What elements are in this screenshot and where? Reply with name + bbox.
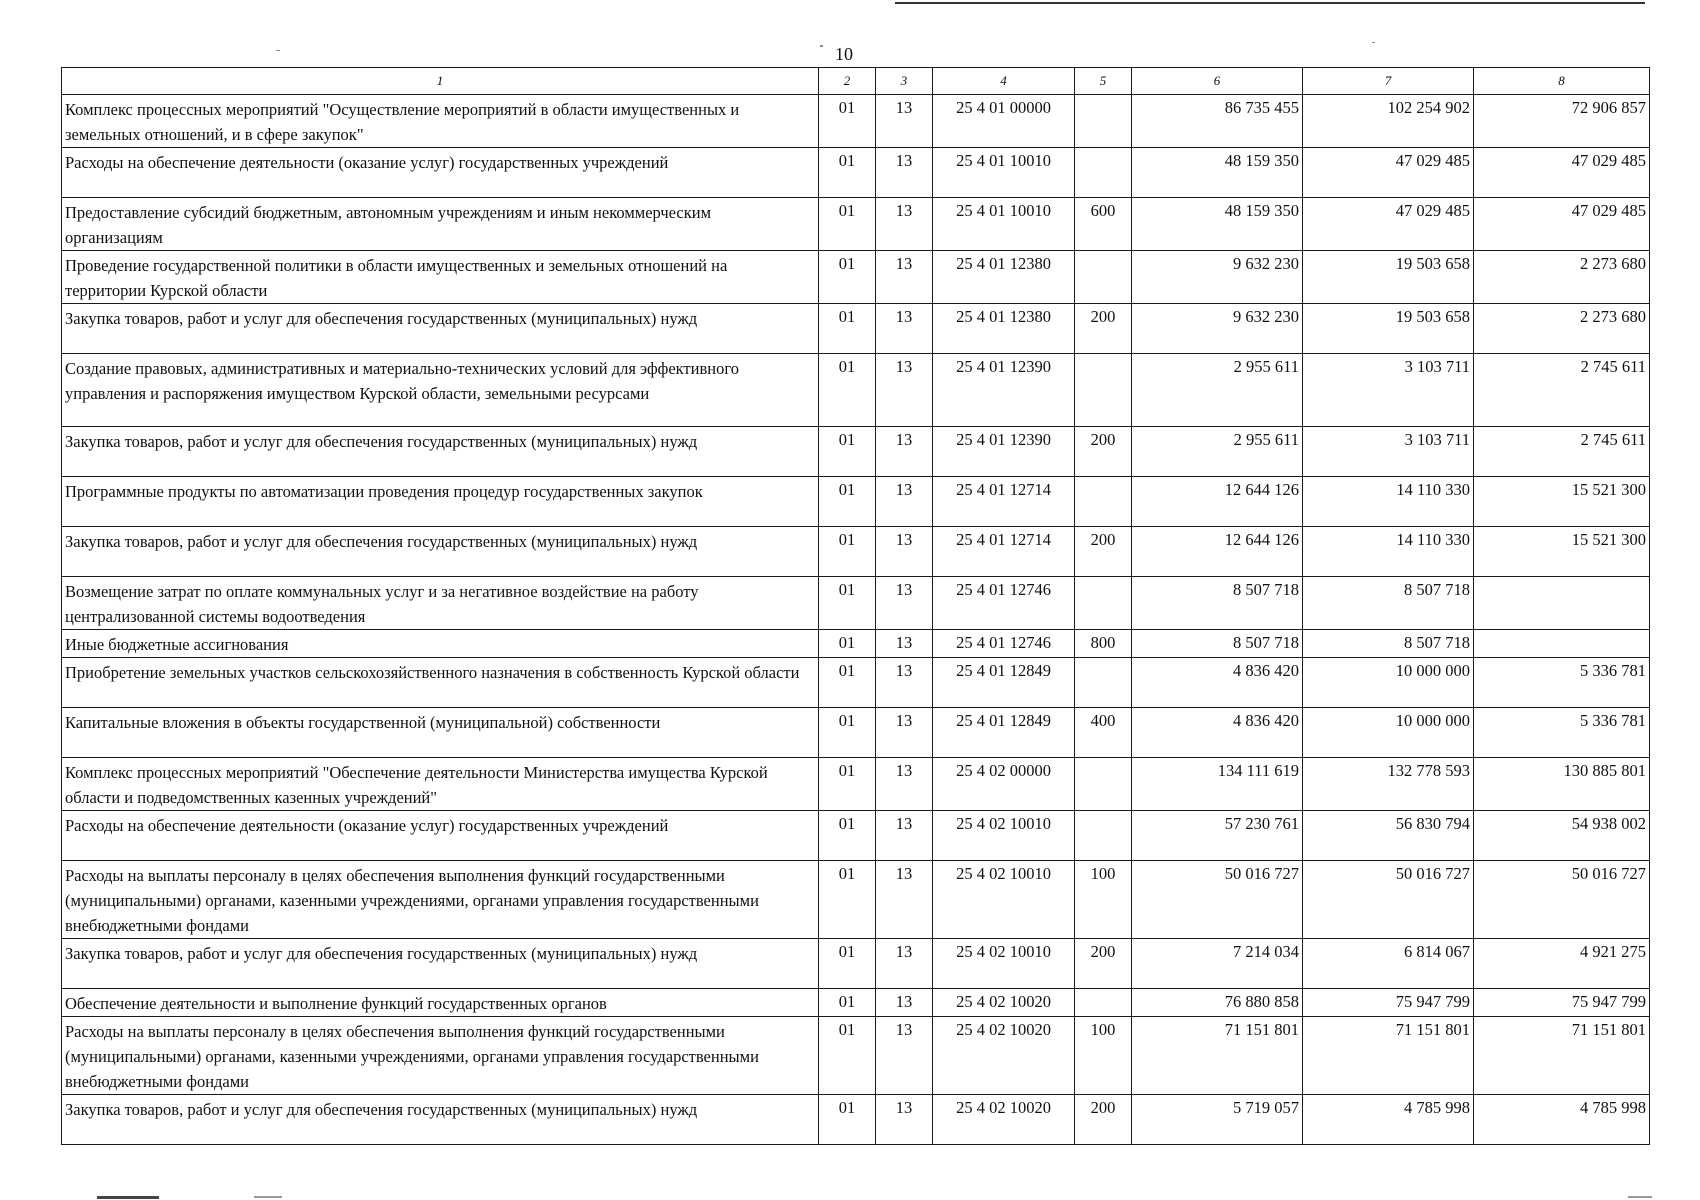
row-name: Комплекс процессных мероприятий "Обеспечение деятельности Министерства имущества Курской области и подведомственных казенных учреждений" [62, 758, 819, 811]
scan-bottom-mark [97, 1196, 159, 1199]
header-row [62, 68, 1650, 95]
section-code: 01 [819, 427, 876, 477]
expense-type-code: 200 [1075, 527, 1132, 577]
amount-col-6: 48 159 350 [1132, 198, 1303, 251]
expense-type-code: 200 [1075, 1095, 1132, 1145]
row-name: Закупка товаров, работ и услуг для обеспечения государственных (муниципальных) нужд [62, 527, 819, 577]
amount-col-6: 7 214 034 [1132, 939, 1303, 989]
target-article-code: 25 4 01 10010 [933, 148, 1075, 198]
table-row [62, 811, 1650, 861]
table-row [62, 427, 1650, 477]
amount-col-8: 2 273 680 [1474, 251, 1650, 304]
expense-type-code [1075, 95, 1132, 148]
amount-col-6: 12 644 126 [1132, 527, 1303, 577]
target-article-code: 25 4 02 10020 [933, 989, 1075, 1017]
subsection-code: 13 [876, 939, 933, 989]
subsection-code: 13 [876, 198, 933, 251]
expense-type-code [1075, 354, 1132, 427]
table-row [62, 527, 1650, 577]
column-header: 6 [1132, 68, 1303, 95]
expense-type-code: 100 [1075, 1017, 1132, 1095]
row-name: Предоставление субсидий бюджетным, автономным учреждениям и иным некоммерческим организациям [62, 198, 819, 251]
amount-col-8: 15 521 300 [1474, 477, 1650, 527]
target-article-code: 25 4 02 10010 [933, 861, 1075, 939]
table-row [62, 939, 1650, 989]
amount-col-8 [1474, 630, 1650, 658]
row-name: Расходы на выплаты персоналу в целях обеспечения выполнения функций государственными (муниципальными) органами, казенными учреждениями, органами управления государственными внебюджетными фондами [62, 1017, 819, 1095]
subsection-code: 13 [876, 251, 933, 304]
amount-col-7: 75 947 799 [1303, 989, 1474, 1017]
section-code: 01 [819, 989, 876, 1017]
subsection-code: 13 [876, 1017, 933, 1095]
table-body [62, 95, 1650, 1145]
subsection-code: 13 [876, 304, 933, 354]
amount-col-7: 102 254 902 [1303, 95, 1474, 148]
subsection-code: 13 [876, 708, 933, 758]
amount-col-7: 3 103 711 [1303, 427, 1474, 477]
table-row [62, 1095, 1650, 1145]
section-code: 01 [819, 577, 876, 630]
amount-col-6: 4 836 420 [1132, 708, 1303, 758]
section-code: 01 [819, 1095, 876, 1145]
table-row [62, 577, 1650, 630]
table-row [62, 758, 1650, 811]
expense-type-code [1075, 811, 1132, 861]
section-code: 01 [819, 354, 876, 427]
amount-col-6: 2 955 611 [1132, 427, 1303, 477]
section-code: 01 [819, 1017, 876, 1095]
amount-col-7: 19 503 658 [1303, 304, 1474, 354]
table-row [62, 708, 1650, 758]
column-header: 1 [62, 68, 819, 95]
target-article-code: 25 4 01 12849 [933, 708, 1075, 758]
amount-col-6: 8 507 718 [1132, 577, 1303, 630]
amount-col-6: 134 111 619 [1132, 758, 1303, 811]
section-code: 01 [819, 811, 876, 861]
amount-col-6: 2 955 611 [1132, 354, 1303, 427]
target-article-code: 25 4 01 12390 [933, 354, 1075, 427]
amount-col-8: 50 016 727 [1474, 861, 1650, 939]
row-name: Расходы на обеспечение деятельности (оказание услуг) государственных учреждений [62, 811, 819, 861]
table-row [62, 354, 1650, 427]
column-header: 8 [1474, 68, 1650, 95]
expense-type-code: 600 [1075, 198, 1132, 251]
scan-bottom-mark [254, 1196, 282, 1198]
row-name: Комплекс процессных мероприятий "Осуществление мероприятий в области имущественных и земельных отношений, и в сфере закупок" [62, 95, 819, 148]
scan-speck [1372, 42, 1375, 43]
amount-col-8: 2 745 611 [1474, 354, 1650, 427]
amount-col-6: 9 632 230 [1132, 251, 1303, 304]
amount-col-7: 3 103 711 [1303, 354, 1474, 427]
expense-type-code [1075, 251, 1132, 304]
subsection-code: 13 [876, 658, 933, 708]
amount-col-7: 8 507 718 [1303, 577, 1474, 630]
amount-col-7: 10 000 000 [1303, 658, 1474, 708]
section-code: 01 [819, 708, 876, 758]
subsection-code: 13 [876, 354, 933, 427]
column-header: 5 [1075, 68, 1132, 95]
amount-col-8: 47 029 485 [1474, 148, 1650, 198]
page-number: 10 [835, 44, 853, 64]
subsection-code: 13 [876, 989, 933, 1017]
row-name: Проведение государственной политики в области имущественных и земельных отношений на территории Курской области [62, 251, 819, 304]
subsection-code: 13 [876, 861, 933, 939]
column-header: 3 [876, 68, 933, 95]
amount-col-6: 5 719 057 [1132, 1095, 1303, 1145]
amount-col-7: 56 830 794 [1303, 811, 1474, 861]
section-code: 01 [819, 251, 876, 304]
row-name: Закупка товаров, работ и услуг для обеспечения государственных (муниципальных) нужд [62, 939, 819, 989]
row-name: Возмещение затрат по оплате коммунальных услуг и за негативное воздействие на работу централизованной системы водоотведения [62, 577, 819, 630]
amount-col-6: 71 151 801 [1132, 1017, 1303, 1095]
section-code: 01 [819, 527, 876, 577]
table-row [62, 304, 1650, 354]
budget-table [61, 67, 1650, 1145]
target-article-code: 25 4 01 12714 [933, 477, 1075, 527]
amount-col-8: 130 885 801 [1474, 758, 1650, 811]
amount-col-7: 10 000 000 [1303, 708, 1474, 758]
amount-col-6: 9 632 230 [1132, 304, 1303, 354]
amount-col-6: 86 735 455 [1132, 95, 1303, 148]
amount-col-7: 8 507 718 [1303, 630, 1474, 658]
subsection-code: 13 [876, 95, 933, 148]
table-row [62, 861, 1650, 939]
target-article-code: 25 4 01 12380 [933, 304, 1075, 354]
amount-col-8: 5 336 781 [1474, 708, 1650, 758]
subsection-code: 13 [876, 148, 933, 198]
subsection-code: 13 [876, 630, 933, 658]
target-article-code: 25 4 01 12714 [933, 527, 1075, 577]
section-code: 01 [819, 148, 876, 198]
scan-bottom-mark [1628, 1196, 1652, 1198]
target-article-code: 25 4 02 10010 [933, 811, 1075, 861]
target-article-code: 25 4 02 10020 [933, 1017, 1075, 1095]
target-article-code: 25 4 01 12746 [933, 577, 1075, 630]
target-article-code: 25 4 01 10010 [933, 198, 1075, 251]
row-name: Обеспечение деятельности и выполнение функций государственных органов [62, 989, 819, 1017]
amount-col-7: 47 029 485 [1303, 198, 1474, 251]
amount-col-8: 4 921 275 [1474, 939, 1650, 989]
target-article-code: 25 4 01 12380 [933, 251, 1075, 304]
expense-type-code: 800 [1075, 630, 1132, 658]
subsection-code: 13 [876, 811, 933, 861]
amount-col-7: 4 785 998 [1303, 1095, 1474, 1145]
expense-type-code: 100 [1075, 861, 1132, 939]
section-code: 01 [819, 658, 876, 708]
scan-top-edge-line [895, 2, 1645, 4]
row-name: Расходы на выплаты персоналу в целях обеспечения выполнения функций государственными (муниципальными) органами, казенными учреждениями, органами управления государственными внебюджетными фондами [62, 861, 819, 939]
amount-col-7: 50 016 727 [1303, 861, 1474, 939]
table-row [62, 95, 1650, 148]
expense-type-code: 200 [1075, 939, 1132, 989]
amount-col-6: 8 507 718 [1132, 630, 1303, 658]
expense-type-code [1075, 758, 1132, 811]
expense-type-code [1075, 658, 1132, 708]
scan-speck [276, 50, 280, 51]
row-name: Закупка товаров, работ и услуг для обеспечения государственных (муниципальных) нужд [62, 1095, 819, 1145]
subsection-code: 13 [876, 577, 933, 630]
amount-col-7: 47 029 485 [1303, 148, 1474, 198]
table-row [62, 658, 1650, 708]
row-name: Приобретение земельных участков сельскохозяйственного назначения в собственность Курской области [62, 658, 819, 708]
amount-col-8: 75 947 799 [1474, 989, 1650, 1017]
amount-col-8: 2 745 611 [1474, 427, 1650, 477]
table-row [62, 198, 1650, 251]
amount-col-8: 5 336 781 [1474, 658, 1650, 708]
amount-col-8: 54 938 002 [1474, 811, 1650, 861]
amount-col-6: 12 644 126 [1132, 477, 1303, 527]
row-name: Создание правовых, административных и материально-технических условий для эффективного управления и распоряжения имуществом Курской области, земельными ресурсами [62, 354, 819, 427]
amount-col-8: 15 521 300 [1474, 527, 1650, 577]
amount-col-6: 50 016 727 [1132, 861, 1303, 939]
table-row [62, 989, 1650, 1017]
subsection-code: 13 [876, 758, 933, 811]
section-code: 01 [819, 630, 876, 658]
row-name: Иные бюджетные ассигнования [62, 630, 819, 658]
column-header: 4 [933, 68, 1075, 95]
subsection-code: 13 [876, 477, 933, 527]
section-code: 01 [819, 95, 876, 148]
amount-col-8: 72 906 857 [1474, 95, 1650, 148]
section-code: 01 [819, 758, 876, 811]
subsection-code: 13 [876, 427, 933, 477]
row-name: Расходы на обеспечение деятельности (оказание услуг) государственных учреждений [62, 148, 819, 198]
target-article-code: 25 4 02 00000 [933, 758, 1075, 811]
expense-type-code [1075, 577, 1132, 630]
amount-col-8: 71 151 801 [1474, 1017, 1650, 1095]
subsection-code: 13 [876, 1095, 933, 1145]
expense-type-code: 200 [1075, 427, 1132, 477]
subsection-code: 13 [876, 527, 933, 577]
amount-col-7: 14 110 330 [1303, 527, 1474, 577]
table-row [62, 630, 1650, 658]
row-name: Капитальные вложения в объекты государственной (муниципальной) собственности [62, 708, 819, 758]
expense-type-code [1075, 989, 1132, 1017]
section-code: 01 [819, 198, 876, 251]
amount-col-7: 132 778 593 [1303, 758, 1474, 811]
row-name: Программные продукты по автоматизации проведения процедур государственных закупок [62, 477, 819, 527]
target-article-code: 25 4 01 00000 [933, 95, 1075, 148]
amount-col-8: 4 785 998 [1474, 1095, 1650, 1145]
table-row [62, 477, 1650, 527]
section-code: 01 [819, 304, 876, 354]
expense-type-code: 200 [1075, 304, 1132, 354]
table-row [62, 251, 1650, 304]
amount-col-7: 14 110 330 [1303, 477, 1474, 527]
amount-col-6: 76 880 858 [1132, 989, 1303, 1017]
amount-col-8 [1474, 577, 1650, 630]
scan-speck [820, 45, 823, 47]
amount-col-6: 48 159 350 [1132, 148, 1303, 198]
amount-col-6: 57 230 761 [1132, 811, 1303, 861]
section-code: 01 [819, 861, 876, 939]
target-article-code: 25 4 02 10020 [933, 1095, 1075, 1145]
amount-col-8: 47 029 485 [1474, 198, 1650, 251]
expense-type-code [1075, 148, 1132, 198]
target-article-code: 25 4 01 12746 [933, 630, 1075, 658]
section-code: 01 [819, 477, 876, 527]
amount-col-7: 6 814 067 [1303, 939, 1474, 989]
column-header: 2 [819, 68, 876, 95]
expense-type-code: 400 [1075, 708, 1132, 758]
target-article-code: 25 4 01 12849 [933, 658, 1075, 708]
amount-col-6: 4 836 420 [1132, 658, 1303, 708]
column-header: 7 [1303, 68, 1474, 95]
table-row [62, 148, 1650, 198]
table-row [62, 1017, 1650, 1095]
expense-type-code [1075, 477, 1132, 527]
target-article-code: 25 4 01 12390 [933, 427, 1075, 477]
section-code: 01 [819, 939, 876, 989]
amount-col-8: 2 273 680 [1474, 304, 1650, 354]
row-name: Закупка товаров, работ и услуг для обеспечения государственных (муниципальных) нужд [62, 304, 819, 354]
amount-col-7: 19 503 658 [1303, 251, 1474, 304]
row-name: Закупка товаров, работ и услуг для обеспечения государственных (муниципальных) нужд [62, 427, 819, 477]
target-article-code: 25 4 02 10010 [933, 939, 1075, 989]
amount-col-7: 71 151 801 [1303, 1017, 1474, 1095]
